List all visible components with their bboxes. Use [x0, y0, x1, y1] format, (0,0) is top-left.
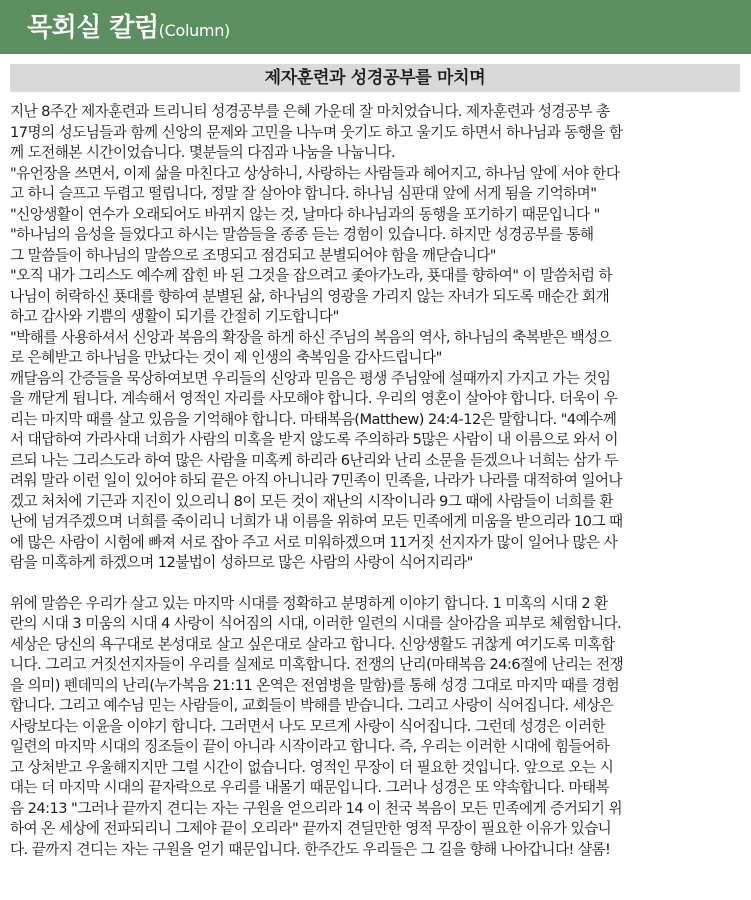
text-line: 사랑보다는 이윤을 이야기 합니다. 그러면서 나도 모르게 사랑이 식어집니다. 그런데 성경은 이러한 [10, 717, 606, 735]
text-line: 다. 끝까지 견디는 자는 구원을 얻기 때문입니다. 한주간도 우리들은 그 길을 향해 나아갑니다! 샬롬! [10, 840, 611, 858]
text-line: 겠고 처처에 기근과 지진이 있으리니 8이 모든 것이 재난의 시작이니라 9그 때에 사람들이 너희를 환 [10, 492, 614, 510]
column-title: 목회실 칼럼 [27, 13, 159, 43]
text-line: 니다. 그리고 거짓선지자들이 우리를 실제로 미혹합니다. 전쟁의 난리(마태복음 24:6절에 난리는 전쟁 [10, 656, 624, 673]
header-bar [0, 0, 751, 54]
text-line: 로 은혜받고 하나님을 만났다는 것이 제 인생의 축복임을 감사드립니다" [10, 349, 442, 366]
text-line: "유언장을 쓰면서, 이제 삶을 마친다고 상상하니, 사랑하는 사람들과 헤어지고, 하나님 앞에 서야 한다 [10, 164, 620, 182]
text-line: 서 대답하여 가라사대 너희가 사람의 미혹을 받지 않도록 주의하라 5많은 사람이 내 이름으로 와서 이 [10, 431, 618, 448]
text-line: 고 하니 슬프고 두렵고 떨립니다, 정말 잘 살아야 합니다. 하나님 심판대 앞에 서게 됨을 기억하며" [10, 185, 597, 202]
text-line: 리는 마지막 때를 살고 있음을 기억해야 합니다. 마태복음(Matthew) 24:4-12은 말합니다. "4예수께 [10, 410, 617, 428]
text-line: 일련의 마지막 시대의 징조들이 끝이 아니라 시작이라고 합니다. 즉, 우리는 이러한 시대에 힘들어하 [10, 738, 610, 755]
text-line: 지난 8주간 제자훈련과 트리니티 성경공부를 은혜 가운데 잘 마치었습니다. 제자훈련과 성경공부 총 [10, 103, 610, 120]
text-line: 고 상처받고 우울해지지만 그럴 시간이 없습니다. 영적인 무장이 더 필요한 것입니다. 앞으로 오는 시 [10, 758, 614, 776]
text-line: 하여 온 세상에 전파되리니 그제야 끝이 오리라" 끝까지 견딜만한 영적 무장이 필요한 이유가 있습니 [10, 820, 612, 837]
text-line: 려워 말라 이런 일이 있어야 하되 끝은 아직 아니니라 7민족이 민족을, 나라가 나라를 대적하여 일어나 [10, 472, 622, 489]
column-heading [27, 7, 230, 44]
text-line: 합니다. 그리고 예수님 믿는 사람들이, 교회들이 박해를 받습니다. 그리고 사랑이 식어집니다. 세상은 [10, 697, 614, 714]
text-line: 음 24:13 "그러나 끝까지 견디는 자는 구원을 얻으리라 14 이 천국 복음이 모든 민족에게 증거되기 위 [10, 799, 622, 817]
text-line: 그 말씀들이 하나님의 말씀으로 조명되고 점검되고 분별되어야 함을 깨닫습니다" [10, 246, 496, 264]
text-line: 위에 말씀은 우리가 살고 있는 마지막 시대를 정확하고 분명하게 이야기 합니다. 1 미혹의 시대 2 환 [10, 594, 608, 612]
text-line: 람을 미혹하게 하겠으며 12불법이 성하므로 많은 사람의 사랑이 식어지리라" [10, 554, 473, 571]
text-line: "하나님의 음성을 들었다고 하시는 말씀들을 종종 듣는 경험이 있습니다. 하지만 성경공부를 통해 [10, 226, 594, 243]
text-line: 께 도전해본 시간이었습니다. 몇분들의 다짐과 나눔을 나눕니다. [10, 144, 395, 161]
article-paragraph-1 [10, 102, 741, 574]
text-line: 하고 감사와 기쁨의 생활이 되기를 간절히 기도합니다" [10, 308, 339, 325]
text-line: 깨달음의 간증들을 묵상하여보면 우리들의 신앙과 믿음은 평생 주님앞에 설때까지 가지고 가는 것임 [10, 369, 611, 387]
text-line: 르되 나는 그리스도라 하여 많은 사람을 미혹케 하리라 6난리와 난리 소문을 듣겠으나 너희는 삼가 두 [10, 451, 618, 469]
text-line: 을 깨닫게 됩니다. 계속해서 영적인 자리를 사모해야 합니다. 우리의 영혼이 살아야 합니다. 더욱이 우 [10, 390, 618, 407]
article-paragraph-2 [10, 594, 741, 861]
column-subtitle: (Column) [158, 21, 230, 40]
text-line: 을 의미) 펜데믹의 난리(누가복음 21:11 온역은 전염병을 말함)를 통해 성경 그대로 마지막 때를 경험 [10, 676, 620, 694]
text-line: 대는 더 마지막 시대의 끝자락으로 우리를 내몰기 때문입니다. 그러나 성경은 또 약속합니다. 마태복 [10, 779, 610, 796]
article-title: 제자훈련과 성경공부를 마치며 [10, 64, 740, 92]
paragraph-spacer [10, 574, 741, 594]
text-line: "오직 내가 그리스도 예수께 잡힌 바 된 그것을 잡으려고 좇아가노라, 푯대를 향하여" 이 말씀처럼 하 [10, 267, 613, 284]
text-line: 란의 시대 3 미움의 시대 4 사랑이 식어짐의 시대, 이러한 일련의 시대를 살아감을 피부로 체험합니다. [10, 615, 622, 632]
text-line: "박해를 사용하셔서 신앙과 복음의 확장을 하게 하신 주님의 복음의 역사, 하나님의 축복받은 백성으 [10, 328, 612, 346]
text-line: "신앙생활이 연수가 오래되어도 바뀌지 않는 것, 날마다 하나님과의 동행을 포기하기 때문입니다 " [10, 205, 600, 223]
text-line: 나님이 허락하신 푯대를 향하여 분별된 삶, 하나님의 영광을 가리지 않는 자녀가 되도록 매순간 회개 [10, 287, 610, 305]
text-line: 난에 넘겨주겠으며 너희를 죽이리니 너희가 내 이름을 위하여 모든 민족에게 미움을 받으리라 10그 때 [10, 513, 623, 530]
text-line: 세상은 당신의 욕구대로 본성대로 살고 싶은대로 살라고 합니다. 신앙생활도 귀찮게 여기도록 미혹합 [10, 635, 615, 653]
text-line: 에 많은 사람이 시험에 빠져 서로 잡아 주고 서로 미워하겠으며 11거짓 선지자가 많이 일어나 많은 사 [10, 533, 618, 551]
article-body [10, 102, 741, 860]
text-line: 17명의 성도님들과 함께 신앙의 문제와 고민을 나누며 웃기도 하고 울기도 하면서 하나님과 동행을 함 [10, 123, 623, 141]
